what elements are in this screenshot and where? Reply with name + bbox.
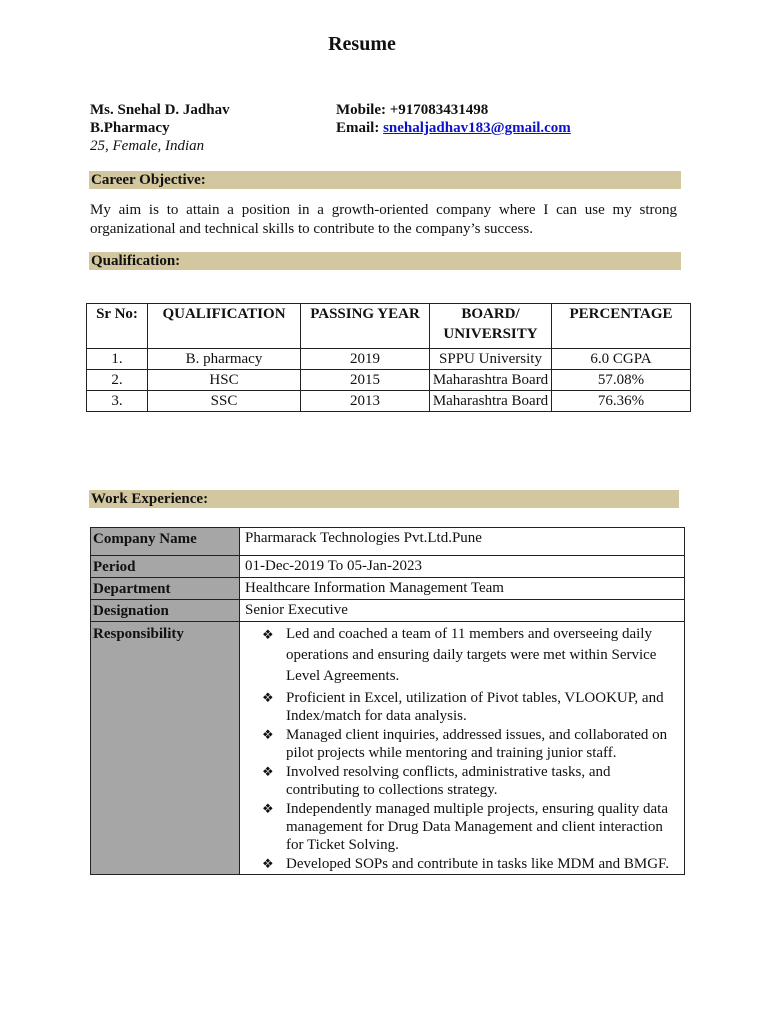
candidate-name: Ms. Snehal D. Jadhav <box>90 102 230 118</box>
responsibility-list <box>240 624 674 873</box>
header-percentage: PERCENTAGE <box>552 304 691 349</box>
list-item: ❖ Led and coached a team of 11 members and overseeing daily operations and ensuring daily targets were met within Service Level Agreements. <box>258 624 674 687</box>
work-row-company <box>91 528 685 556</box>
label-responsibility: Responsibility <box>91 622 240 875</box>
table-row <box>87 370 691 391</box>
cell-percentage: 76.36% <box>552 391 691 412</box>
value-designation: Senior Executive <box>240 600 685 622</box>
label-company-name: Company Name <box>91 528 240 556</box>
header-qualification: QUALIFICATION <box>148 304 301 349</box>
candidate-degree: B.Pharmacy <box>90 120 170 136</box>
email-line <box>336 120 571 137</box>
email-label: Email: <box>336 120 380 136</box>
cell-qualification: HSC <box>148 370 301 391</box>
value-period: 01-Dec-2019 To 05-Jan-2023 <box>240 556 685 578</box>
cell-board: Maharashtra Board <box>430 391 552 412</box>
section-career-objective: Career Objective: <box>89 171 681 189</box>
cell-passing-year: 2013 <box>301 391 430 412</box>
cell-percentage: 6.0 CGPA <box>552 349 691 370</box>
cell-sr-no: 3. <box>87 391 148 412</box>
section-work-experience: Work Experience: <box>89 490 679 508</box>
cell-passing-year: 2015 <box>301 370 430 391</box>
objective-text: My aim is to attain a position in a growth-oriented company where I can use my strong organizational and technical skills to contribute to the company’s success. <box>90 202 677 237</box>
list-item: ❖ Managed client inquiries, addressed issues, and collaborated on pilot projects while mentoring and training junior staff. <box>258 726 674 762</box>
mobile-number: +917083431498 <box>389 102 489 118</box>
qualification-header-row <box>87 304 691 349</box>
qualification-table <box>86 303 691 412</box>
cell-sr-no: 1. <box>87 349 148 370</box>
header-board-university: BOARD/ UNIVERSITY <box>430 304 552 349</box>
label-designation: Designation <box>91 600 240 622</box>
mobile-label: Mobile: <box>336 102 386 118</box>
label-period: Period <box>91 556 240 578</box>
work-row-department <box>91 578 685 600</box>
cell-board: SPPU University <box>430 349 552 370</box>
list-item: ❖ Involved resolving conflicts, administrative tasks, and contributing to collections strategy. <box>258 763 674 799</box>
cell-board: Maharashtra Board <box>430 370 552 391</box>
value-company-name: Pharmarack Technologies Pvt.Ltd.Pune <box>240 528 685 556</box>
cell-qualification: SSC <box>148 391 301 412</box>
list-item: ❖ Proficient in Excel, utilization of Pivot tables, VLOOKUP, and Index/match for data analysis. <box>258 689 674 725</box>
table-row <box>87 349 691 370</box>
value-responsibility <box>240 622 685 875</box>
value-department: Healthcare Information Management Team <box>240 578 685 600</box>
work-row-responsibility <box>91 622 685 875</box>
mobile-line <box>336 102 488 119</box>
work-row-period <box>91 556 685 578</box>
cell-sr-no: 2. <box>87 370 148 391</box>
page-title: Resume <box>328 33 396 55</box>
work-row-designation <box>91 600 685 622</box>
cell-qualification: B. pharmacy <box>148 349 301 370</box>
candidate-details: 25, Female, Indian <box>90 138 205 154</box>
cell-percentage: 57.08% <box>552 370 691 391</box>
list-item: ❖ Developed SOPs and contribute in tasks like MDM and BMGF. <box>258 855 674 873</box>
label-department: Department <box>91 578 240 600</box>
header-passing-year: PASSING YEAR <box>301 304 430 349</box>
table-row <box>87 391 691 412</box>
work-experience-table <box>90 527 685 875</box>
list-item: ❖ Independently managed multiple projects, ensuring quality data management for Drug Data Management and client interaction for Ticket Solving. <box>258 800 674 854</box>
header-sr-no: Sr No: <box>87 304 148 349</box>
section-qualification: Qualification: <box>89 252 681 270</box>
email-link[interactable]: snehaljadhav183@gmail.com <box>383 120 571 136</box>
cell-passing-year: 2019 <box>301 349 430 370</box>
